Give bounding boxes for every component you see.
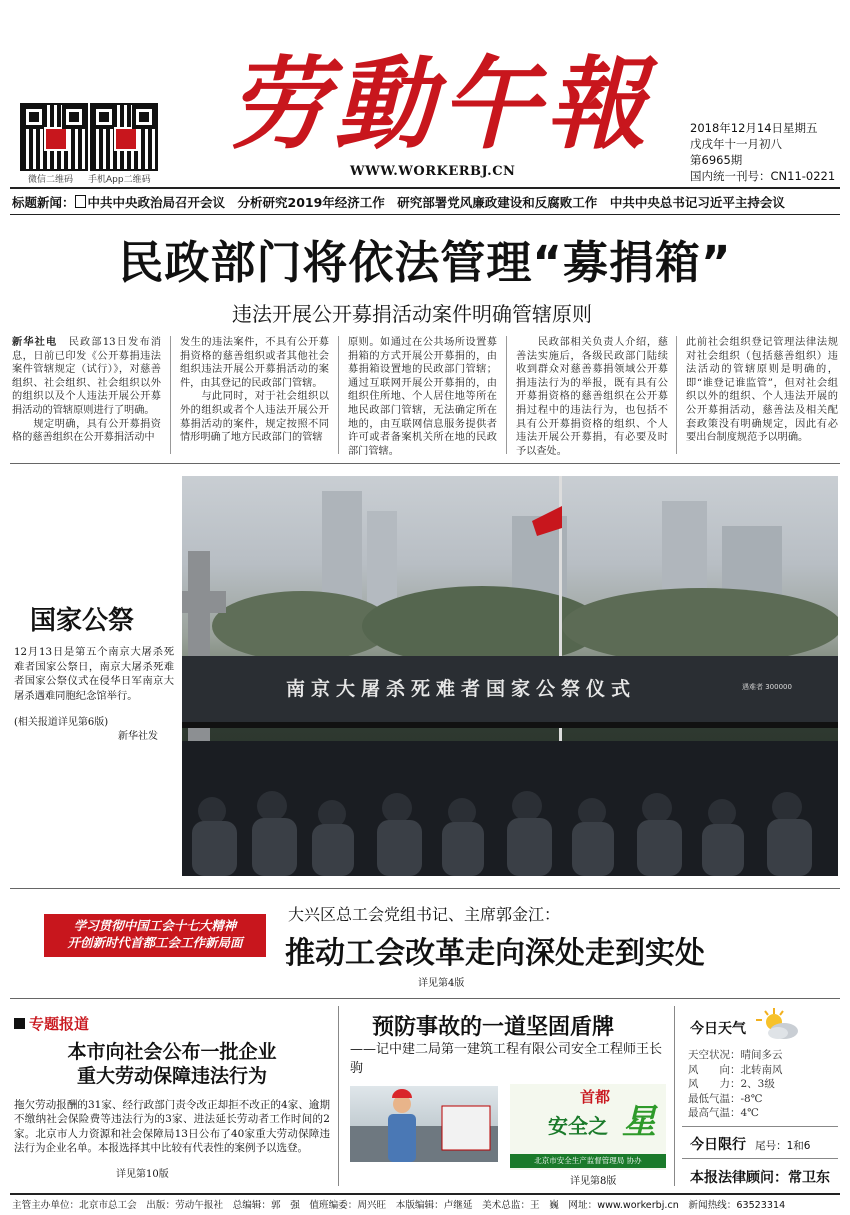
- issue-lunar: 戊戌年十一月初八: [690, 137, 782, 151]
- issue-cn: 国内统一刊号：CN11-0221: [690, 169, 836, 183]
- special-ref: 详见第10版: [116, 1169, 169, 1180]
- app-qr-code[interactable]: [90, 103, 158, 171]
- traffic-title: 今日限行: [690, 1137, 746, 1153]
- lead-subhead: 违法开展公开募捐活动案件明确管辖原则: [232, 302, 592, 326]
- masthead-url[interactable]: WWW.WORKERBJ.CN: [350, 164, 516, 179]
- union-kicker: 大兴区总工会党组书记、主席郭金江：: [288, 905, 561, 924]
- safety-ref: 详见第8版: [570, 1176, 617, 1187]
- safety-headline[interactable]: 预防事故的一道坚固盾牌: [372, 1015, 615, 1040]
- union-badge-line1: 学习贯彻中国工会十七大精神: [73, 918, 237, 933]
- safety-photo[interactable]: [350, 1086, 498, 1162]
- special-headline[interactable]: 本市向社会公布一批企业 重大劳动保障违法行为: [67, 1041, 277, 1087]
- memorial-banner: 南京大屠杀死难者国家公祭仪式: [286, 678, 637, 700]
- masthead-logo: 劳動午報: [228, 45, 652, 163]
- column-lead: 新华社电: [12, 336, 58, 348]
- photo-title: 国家公祭: [30, 606, 135, 636]
- headline-item[interactable]: 中共中央政治局召开会议 分析研究2019年经济工作 研究部署党风廉政建设和反腐败工作: [87, 195, 598, 210]
- checkbox-icon: [75, 195, 86, 208]
- headline-item[interactable]: 中共中央总书记习近平主持会议: [609, 195, 785, 210]
- wechat-qr-label: 微信二维码: [28, 175, 74, 185]
- special-label: 专题报道: [14, 1013, 89, 1034]
- weather-row: 最高气温：4℃: [688, 1107, 759, 1119]
- special-body: 拖欠劳动报酬的31家、经行政部门责令改正却拒不改正的4家、逾期不缴纳社会保险费等违法行为的3家、进法延长劳动者工作时间的2家。北京市人力资源和社会保障局13日公布了40家重大劳动保障违法行为企业名单。本报选择其中比较有代表性的案例予以选登。: [14, 1099, 330, 1155]
- app-qr-label: 手机App二维码: [88, 175, 151, 185]
- square-icon: [14, 1018, 25, 1029]
- wechat-qr-code[interactable]: [20, 103, 88, 171]
- header-rule: [10, 187, 840, 189]
- photo-rule: [10, 888, 840, 889]
- issue-info: [690, 120, 835, 184]
- traffic-restriction: [690, 1134, 810, 1154]
- memorial-banner-small: 遇难者 300000: [742, 683, 792, 691]
- weather-row: 风 向：北转南风: [688, 1063, 783, 1076]
- traffic-label: 尾号：: [755, 1140, 787, 1152]
- safety-star-logo: 首都 安全之 星 北京市安全生产监督管理局 协办: [510, 1084, 666, 1170]
- star-glyph: 星: [622, 1102, 656, 1142]
- union-rule: [10, 998, 840, 999]
- sun-cloud-icon: [756, 1006, 800, 1040]
- union-headline[interactable]: 推动工会改革走向深处走到实处: [285, 936, 705, 971]
- traffic-value: 1和6: [786, 1140, 811, 1152]
- union-badge-line2: 开创新时代首都工会工作新局面: [67, 935, 243, 950]
- headlines-rule: [10, 214, 840, 215]
- lead-column: 原则。如通过在公共场所设置募捐箱的方式开展公开募捐的，由募捐箱设置地的民政部门管辖；通过互联网开展公开募捐的，由组织住所地、个人居住地等所在地民政部门管辖，无法确定所在地的，由互联网信息服务提供者许可或者备案机关所在地的民政部门管辖。: [348, 337, 497, 457]
- issue-number: 第6965期: [690, 153, 743, 167]
- headlines-label: 标题新闻：: [12, 195, 75, 210]
- photo-ref: (相关报道详见第6版): [14, 717, 109, 728]
- weather-title: 今日天气: [690, 1021, 746, 1037]
- weather-row: 天空状况：晴间多云: [688, 1049, 783, 1061]
- lead-column: 民政部相关负责人介绍，慈善法实施后，各级民政部门陆续收到群众对慈善募捐领域公开募捐违法行为的举报，既有具有公开募捐资格的慈善组织在公开募捐过程中的违法行为，也包括不具有公开募捐资格的组织、个人违法开展公开募捐，有必要及时予以查处。: [516, 337, 668, 457]
- lead-headline[interactable]: 民政部门将依法管理“募捐箱”: [118, 236, 732, 289]
- union-ref: 详见第4版: [418, 978, 465, 989]
- weather-table: [688, 1048, 783, 1121]
- issue-date: 2018年12月14日星期五: [690, 121, 818, 135]
- photo-caption: 12月13日是第五个南京大屠杀死难者国家公祭日，南京大屠杀死难者国家公祭仪式在侵华日军南京大屠杀遇难同胞纪念馆举行。: [14, 646, 174, 702]
- weather-row: 风 力：2、3级: [688, 1078, 775, 1090]
- legal-advisor: 本报法律顾问：常卫东: [690, 1170, 830, 1186]
- footer-rule: [10, 1193, 840, 1195]
- memorial-photo[interactable]: [182, 476, 838, 876]
- weather-row: 最低气温：-8℃: [688, 1092, 763, 1105]
- lead-column: 发生的违法案件，不具有公开募捐资格的慈善组织或者其他社会组织违法开展公开募捐活动的案件，由其登记的民政部门管辖。 与此同时，对于社会组织以外的组织或者个人违法开展公开募捐活动的案件，规定按照不同情形明确了地方民政部门的管辖: [180, 337, 329, 444]
- lead-column: 新华社电 民政部13日发布消息，日前已印发《公开募捐违法案件管辖规定（试行）》，对慈善组织、社会组织、社会组织以外的组织以及个人违法开展公开募捐活动的管辖原则进行了明确。 规定明确，具有公开募捐资格的慈善组织在公开募捐活动中: [12, 336, 162, 444]
- headlines-bar: [12, 193, 785, 211]
- union-badge[interactable]: [44, 914, 266, 957]
- footer-credits: 主管主办单位：北京市总工会 出版：劳动午报社 总编辑：郭 强 值班编委：周兴旺 本版编辑：卢继延 美术总监：王 巍 网址：www.workerbj.cn 新闻热线：63523314: [12, 1200, 786, 1211]
- safety-logo-footer: 北京市安全生产监督管理局 协办: [510, 1154, 666, 1168]
- photo-credit: 新华社发: [118, 731, 158, 742]
- lead-rule: [10, 463, 840, 464]
- safety-subhead: ——记中建二局第一建筑工程有限公司安全工程师王长驹: [350, 1042, 663, 1076]
- lead-column: 此前社会组织登记管理法律法规对社会组织（包括慈善组织）违法活动的管辖原则是明确的，即“谁登记谁监管”，但对社会组织以外的组织、个人违法开展的公开募捐活动，慈善法及相关配套政策没有明确规定，因此有必要出台制度规范予以明确。: [686, 337, 838, 444]
